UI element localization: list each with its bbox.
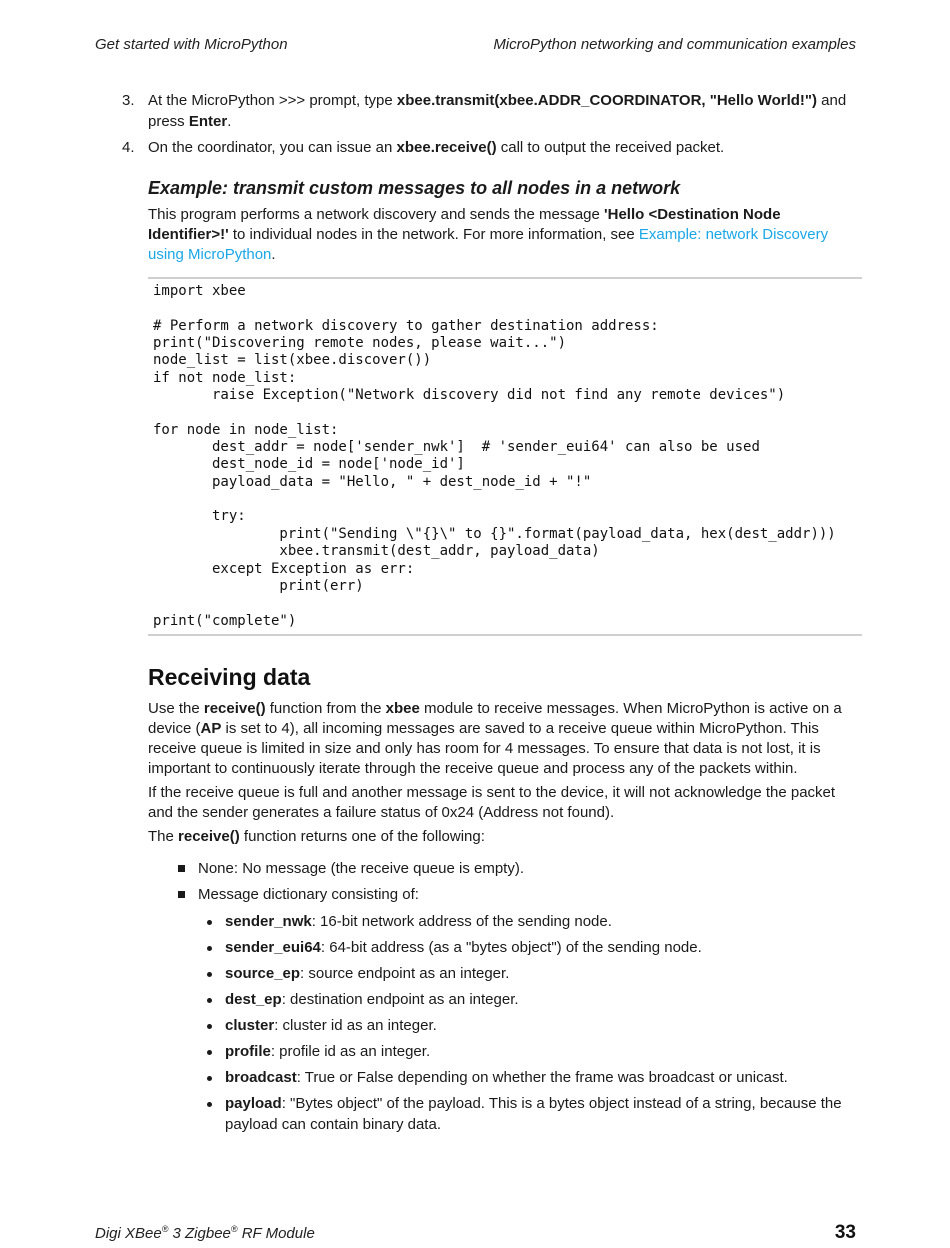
field-name: dest_ep xyxy=(225,990,282,1008)
field-desc: : destination endpoint as an integer. xyxy=(281,990,519,1008)
return-values-list xyxy=(148,859,862,1135)
field-item xyxy=(198,1015,862,1036)
list-item xyxy=(148,885,862,1135)
field-name: sender_nwk xyxy=(225,912,312,930)
field-name: sender_eui64 xyxy=(225,938,321,956)
module-name: xbee xyxy=(385,699,420,717)
function-name: receive() xyxy=(178,827,240,845)
step-text: and press xyxy=(148,92,847,130)
message-fields-list xyxy=(198,911,862,1135)
dot-bullet-icon xyxy=(207,1076,212,1081)
para-text: function returns one of the following: xyxy=(239,827,485,845)
step-text: On the coordinator, you can issue an xyxy=(148,139,397,156)
field-item xyxy=(198,1067,862,1088)
field-item xyxy=(198,1093,862,1135)
steps-list xyxy=(122,90,862,158)
field-desc: : True or False depending on whether the frame was broadcast or unicast. xyxy=(296,1068,788,1086)
section-heading: Receiving data xyxy=(148,663,311,690)
list-item-text: Message dictionary consisting of: xyxy=(198,885,419,903)
footer-text: 3 Zigbee xyxy=(168,1225,231,1242)
running-header-left: Get started with MicroPython xyxy=(95,36,288,53)
step-key: Enter xyxy=(188,113,228,130)
dot-bullet-icon xyxy=(207,946,212,951)
example-heading: Example: transmit custom messages to all nodes in a network xyxy=(148,178,681,198)
intro-message: 'Hello <Destination Node Identifier>!' xyxy=(148,206,781,243)
example-intro xyxy=(148,205,862,265)
footer-text: Digi XBee xyxy=(95,1225,162,1242)
dot-bullet-icon xyxy=(207,1024,212,1029)
dot-bullet-icon xyxy=(207,972,212,977)
intro-text: to individual nodes in the network. For more information, see xyxy=(228,226,639,243)
field-desc: : source endpoint as an integer. xyxy=(300,964,510,982)
field-item xyxy=(198,989,862,1010)
field-name: payload xyxy=(225,1094,282,1112)
field-name: source_ep xyxy=(225,964,301,982)
step-text: At the MicroPython >>> prompt, type xyxy=(148,92,397,109)
field-desc: : cluster id as an integer. xyxy=(274,1016,437,1034)
list-item xyxy=(148,859,862,879)
square-bullet-icon xyxy=(178,865,185,872)
dot-bullet-icon xyxy=(207,998,212,1003)
field-desc: : 16-bit network address of the sending node. xyxy=(311,912,612,930)
field-desc: : 64-bit address (as a "bytes object") of the sending node. xyxy=(320,938,702,956)
dot-bullet-icon xyxy=(207,1050,212,1055)
para-text: is set to 4), all incoming messages are saved to a receive queue within MicroPython. This receive queue is limited in size and only has room for 4 messages. To ensure that data is not lost, it is important to continuously iterate through the receive queue and process any of the packets within. xyxy=(148,719,821,777)
registered-mark: ® xyxy=(230,1224,238,1234)
field-item xyxy=(198,911,862,932)
step-code: xbee.transmit(xbee.ADDR_COORDINATOR, "Hello World!") xyxy=(396,92,818,109)
para-text: Use the xyxy=(148,699,204,717)
field-name: profile xyxy=(225,1042,271,1060)
field-item xyxy=(198,963,862,984)
field-name: cluster xyxy=(225,1016,275,1034)
running-header-right: MicroPython networking and communication examples xyxy=(493,36,856,53)
dot-bullet-icon xyxy=(207,1102,212,1107)
footer-product-name xyxy=(95,1224,315,1242)
para-text: The xyxy=(148,827,179,845)
step-number: 3. xyxy=(122,92,135,109)
intro-text: . xyxy=(271,246,276,263)
receiving-paragraph-3 xyxy=(148,827,862,847)
step-text: . xyxy=(227,113,232,130)
registered-mark: ® xyxy=(161,1224,169,1234)
function-name: receive() xyxy=(203,699,266,717)
step-code: xbee.receive() xyxy=(396,139,497,156)
example-link[interactable]: Example: network Discovery using MicroPython xyxy=(148,226,829,263)
para-text: function from the xyxy=(265,699,386,717)
intro-text: This program performs a network discovery and sends the message xyxy=(148,206,605,223)
command-name: AP xyxy=(200,719,222,737)
step-number: 4. xyxy=(122,139,135,156)
field-item xyxy=(198,1041,862,1062)
field-desc: : "Bytes object" of the payload. This is a bytes object instead of a string, because the payload can contain binary data. xyxy=(225,1094,842,1133)
page-number: 33 xyxy=(834,1222,856,1243)
para-text: module to receive messages. When MicroPython is active on a device ( xyxy=(148,699,842,737)
footer-text: RF Module xyxy=(237,1225,315,1242)
step-text: call to output the received packet. xyxy=(496,139,725,156)
receiving-paragraph-2: If the receive queue is full and another message is sent to the device, it will not acknowledge the packet and the sender generates a failure status of 0x24 (Address not found). xyxy=(148,783,836,821)
field-desc: : profile id as an integer. xyxy=(270,1042,431,1060)
square-bullet-icon xyxy=(178,891,185,898)
field-name: broadcast xyxy=(225,1068,297,1086)
step-item xyxy=(98,137,862,158)
list-item-text: None: No message (the receive queue is empty). xyxy=(198,859,524,877)
dot-bullet-icon xyxy=(207,920,212,925)
code-block: import xbee # Perform a network discovery to gather destination address: print("Discovering remote nodes, please wait...") node_list = list(xbee.discover()) if not node_list: raise Exception("Network discovery did not find any remote devices") for node in node_list: dest_addr = node['sender_nwk'] # 'sender_eui64' can also be used dest_node_id = node['node_id'] payload_data = "Hello, " + dest_node_id + "!" try: print("Sending \"{}\" to {}".format(payload_data, hex(dest_addr))) xbee.transmit(dest_addr, payload_data) except Exception as err: print(err) print("complete") xyxy=(148,277,862,636)
step-item xyxy=(98,90,862,132)
page-content xyxy=(122,90,862,1141)
field-item xyxy=(198,937,862,958)
receiving-paragraph-1 xyxy=(148,699,862,779)
